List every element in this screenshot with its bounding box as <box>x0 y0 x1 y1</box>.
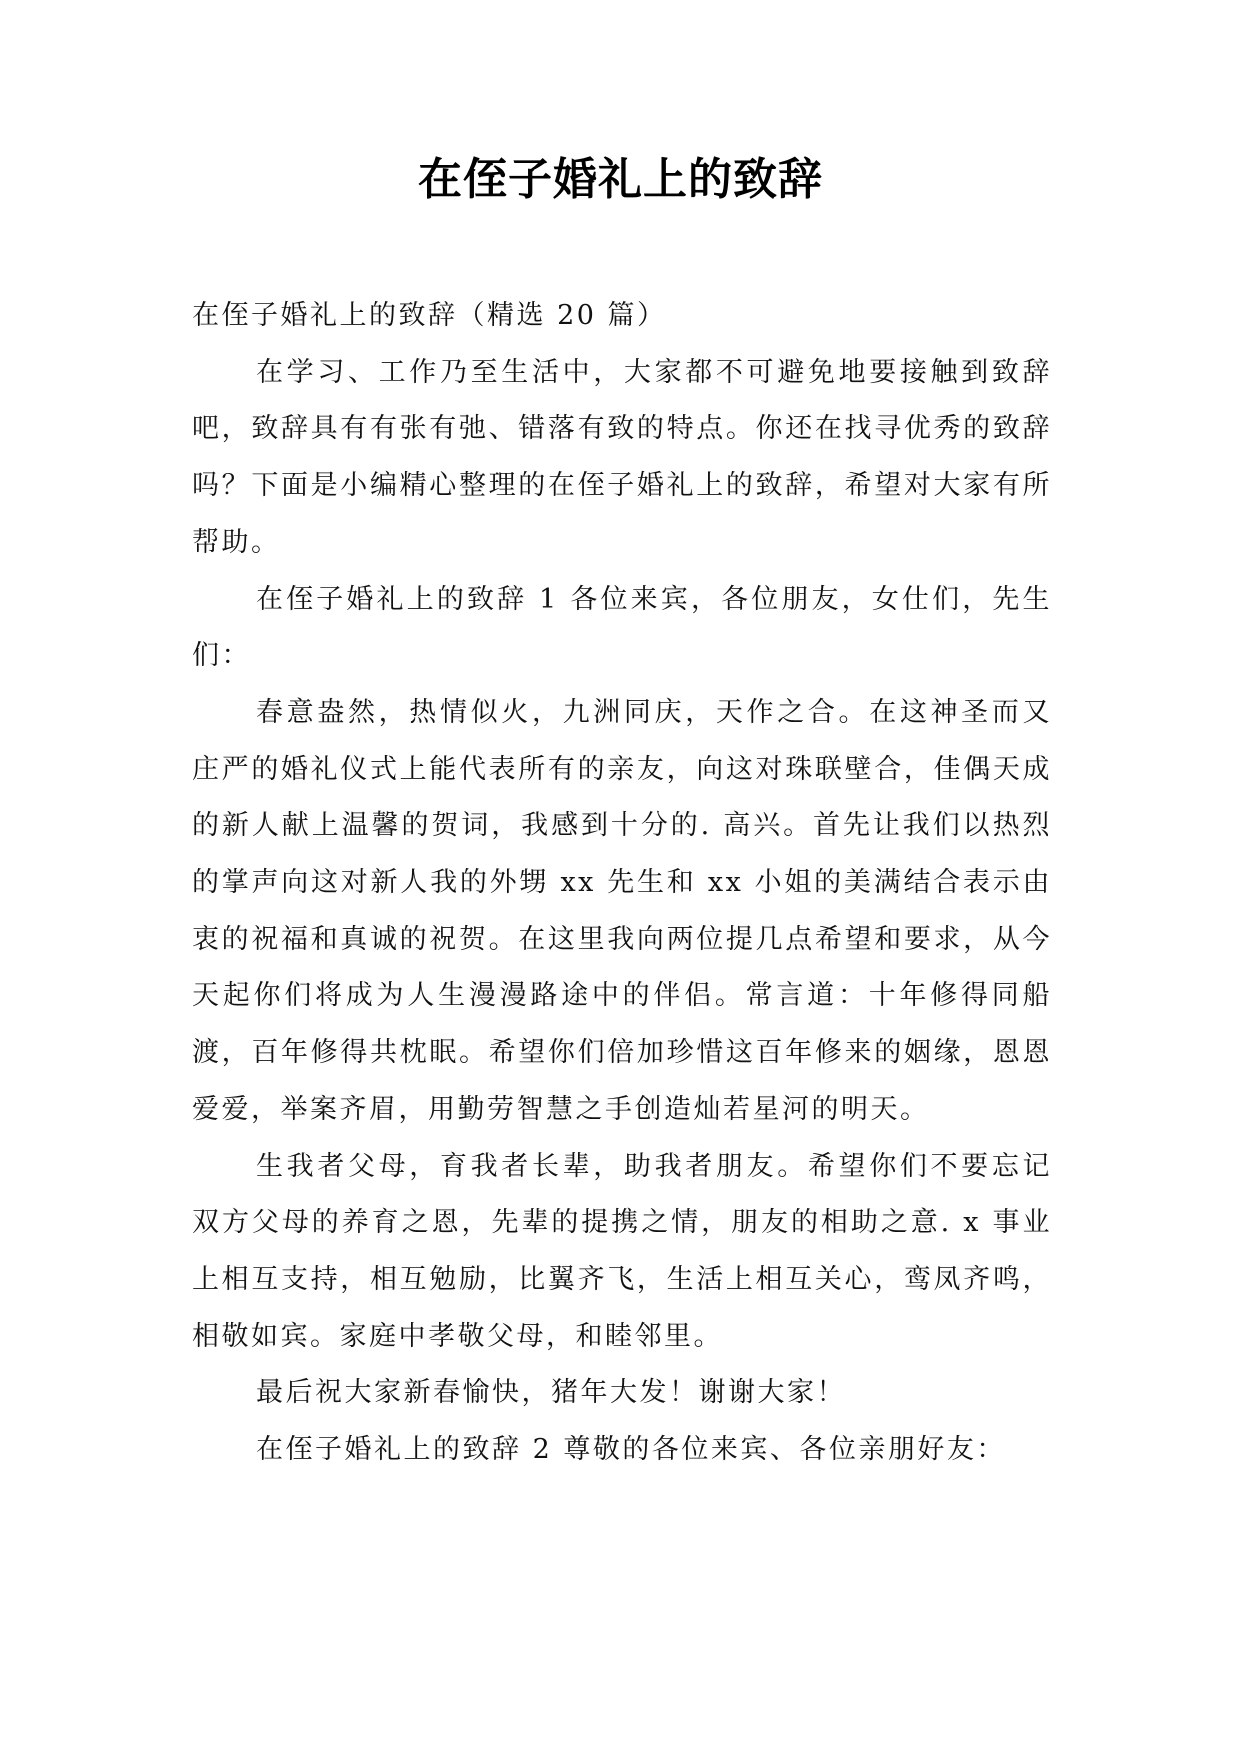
speech-1-closing-paragraph: 最后祝大家新春愉快，猪年大发！谢谢大家！ <box>256 1377 846 1409</box>
document-body <box>192 288 1052 1479</box>
speech-1-body-paragraph: 春意盎然，热情似火，九洲同庆，天作之合。在这神圣而又庄严的婚礼仪式上能代表所有的亲友，向这对珠联壁合，佳偶天成的新人献上温馨的贺词，我感到十分的. 高兴。首先让我们以热烈的掌声向这对新人我的外甥 xx 先生和 xx 小姐的美满结合表示由衷的祝福和真诚的祝贺。在这里我向两位提几点希望和要求，从今天起你们将成为人生漫漫路途中的伴侣。常言道：十年修得同船渡，百年修得共枕眠。希望你们倍加珍惜这百年修来的姻缘，恩恩爱爱，举案齐眉，用勤劳智慧之手创造灿若星河的明天。 <box>192 696 1052 1125</box>
speech-1-wishes-paragraph: 生我者父母，育我者长辈，助我者朋友。希望你们不要忘记双方父母的养育之恩，先辈的提携之情，朋友的相助之意. x 事业上相互支持，相互勉励，比翼齐飞，生活上相互关心，鸾凤齐鸣，相敬如宾。家庭中孝敬父母，和睦邻里。 <box>192 1150 1052 1352</box>
intro-paragraph: 在学习、工作乃至生活中，大家都不可避免地要接触到致辞吧，致辞具有有张有弛、错落有致的特点。你还在找寻优秀的致辞吗？下面是小编精心整理的在侄子婚礼上的致辞，希望对大家有所帮助。 <box>192 356 1052 558</box>
speech-1-heading-paragraph: 在侄子婚礼上的致辞 1 各位来宾，各位朋友，女仕们，先生们： <box>192 583 1052 672</box>
speech-2-heading-paragraph: 在侄子婚礼上的致辞 2 尊敬的各位来宾、各位亲朋好友： <box>256 1434 1006 1466</box>
subtitle-paragraph: 在侄子婚礼上的致辞（精选 20 篇） <box>192 300 667 331</box>
document-title: 在侄子婚礼上的致辞 <box>418 154 823 205</box>
